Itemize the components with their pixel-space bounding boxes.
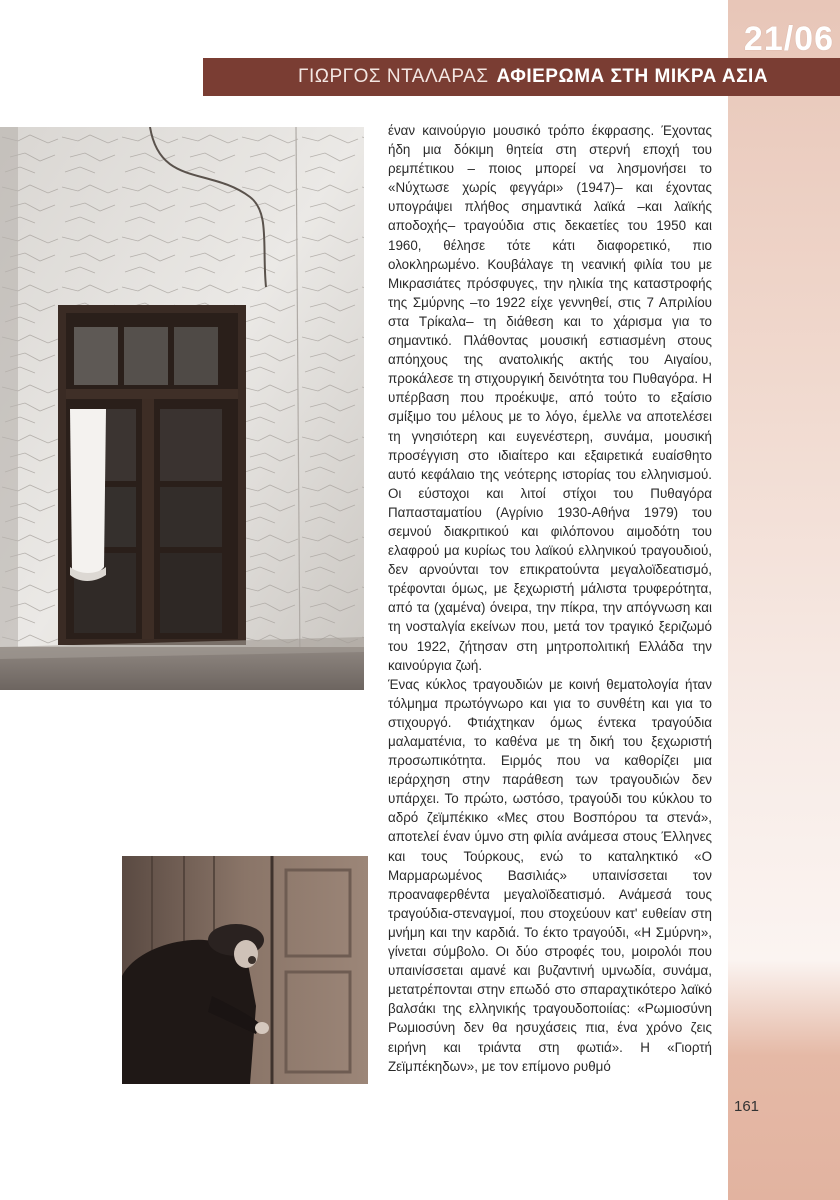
page-number: 161 xyxy=(734,1098,760,1115)
article-body xyxy=(388,121,712,1076)
header-bar xyxy=(203,58,840,96)
issue-tab: 21/06 xyxy=(743,20,834,58)
body-paragraph: έναν καινούργιο μουσικό τρόπο έκφρασης. Έχοντας ήδη μια δόκιμη θητεία στη στερνή εποχή του ρεμπέτικου – ποιος μπορεί να λησμονήσει το «Νύχτωσε χωρίς φεγγάρι» (1947)– και έχοντας υπογράψει πλήθος σημαντικά λαϊκά –και λαϊκής αποδοχής– τραγούδια στις δεκαετίες του 1950 και 1960, θέλησε τότε κάτι διαφορετικό, πιο ολοκληρωμένο. Κουβάλαγε τη νεανική φιλία του με Μικρασιάτες πρόσφυγες, την ηλικία της καταστροφής της Σμύρνης –το 1922 είχε γεννηθεί, στις 7 Απριλίου στα Τρίκαλα– τη διάθεση και το χάρισμα για το σημαντικό. Πλάθοντας μουσική εστιασμένη στους απόηχους της ανατολικής ακτής του Αιγαίου, προκάλεσε τη στιχουργική δεινότητα του Πυθαγόρα. Η υπέρβαση που προέκυψε, από τούτο το εξαίσιο σμίξιμο του μέλους με το λόγο, έμελλε να αποτελέσει τη γνησιότερη και ευγενέστερη, συνάμα, μουσική προσέγγιση στο ιδιαίτερο και εξαιρετικά ευαίσθητο αυτό κεφάλαιο της νεότερης ιστορίας του ελληνισμού. Οι εύστοχοι και λιτοί στίχοι του Πυθαγόρα Παπασταματίου (Αγρίνιο 1930-Αθήνα 1979) του σεμνού διακριτικού και φιλόπονου αιμοδότη του ελαφρού μα κυρίως του λαϊκού ελληνικού τραγουδιού, δεν αρνούνται τον επικρατούντα μεγαλοϊδεατισμό, τρέφονται όμως, με ξεχωριστή μάλιστα τρυφερότητα, από τα (χαμένα) όνειρα, την πίκρα, την απόγνωση και τη νοσταλγία εκείνων που, μετά τον τραγικό ξεριζωμό του 1922, ζήτησαν στη μητροπολιτική Ελλάδα την καινούργια ζωή. xyxy=(388,123,712,673)
window-photo xyxy=(0,127,364,690)
header-author: ΓΙΩΡΓΟΣ ΝΤΑΛΑΡΑΣ xyxy=(298,66,489,87)
woman-at-door-photo xyxy=(122,856,368,1084)
side-color-strip xyxy=(728,0,840,1200)
body-paragraph: Ένας κύκλος τραγουδιών με κοινή θεματολογία ήταν τόλμημα πρωτόγνωρο και για το συνθέτη και για το στιχουργό. Φτιάχτηκαν όμως έντεκα τραγούδια μαλαματένια, το καθένα με τη δική του ξεχωριστή προσωπικότητα. Ειρμός που να καθορίζει μια ιεράρχηση στην παράθεση των τραγουδιών δεν υπάρχει. Το πρώτο, ωστόσο, τραγούδι του κύκλου το αδρό ζεϊμπέκικο «Μες στου Βοσπόρου τα στενά», αποτελεί έναν ύμνο στη φιλία ανάμεσα στους Έλληνες και τους Τούρκους, ενώ το καταληκτικό «Ο Μαρμαρωμένος Βασιλιάς» υπαινίσσεται τον προαναφερθέντα μεγαλοϊδεατισμό. Ανάμεσά τους τραγούδια-στεναγμοί, που στοχεύουν κατ' ευθείαν στη μνήμη και την καρδιά. Το έκτο τραγούδι, «Η Σμύρνη», γίνεται σύμβολο. Οι δύο στροφές του, μοιρολόι που υπαινίσσεται αμανέ και βυζαντινή υμνωδία, συνάμα, μετατρέπονται στην επωδό στο σπαραχτικότερο λαϊκό βαλσάκι της ελληνικής τραγουδοποιίας: «Ρωμιοσύνη Ρωμιοσύνη δεν θα ησυχάσεις πια, ένα χρόνο ζεις ειρήνη και τριάντα στη φωτιά». Η «Γιορτή Ζεϊμπέκηδων», με τον επίμονο ρυθμό xyxy=(388,676,712,1074)
header-section-title: ΑΦΙΕΡΩΜΑ ΣΤΗ ΜΙΚΡΑ ΑΣΙΑ xyxy=(496,66,769,87)
